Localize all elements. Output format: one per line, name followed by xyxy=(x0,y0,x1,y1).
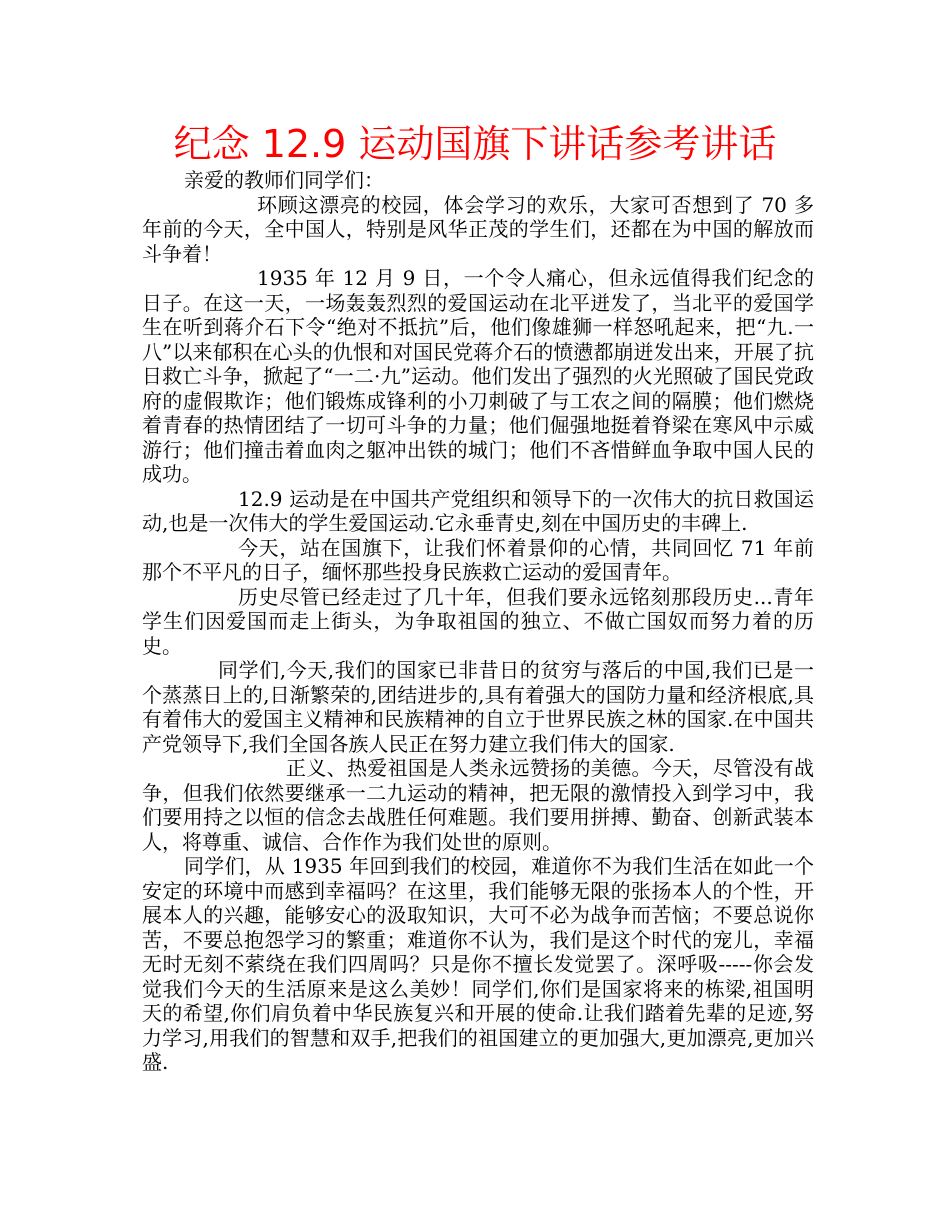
document-body xyxy=(142,168,814,1075)
paragraph-5: 历史尽管已经走过了几十年，但我们要永远铭刻那段历史...青年学生们因爱国而走上街头，为争取祖国的独立、不做亡国奴而努力着的历史。 xyxy=(142,584,814,658)
paragraph-2: 1935 年 12 月 9 日，一个令人痛心，但永远值得我们纪念的日子。在这一天，一场轰轰烈烈的爱国运动在北平迸发了，当北平的爱国学生在听到蒋介石下令“绝对不抵抗”后，他们像雄狮一样怒吼起来，把“九.一八”以来郁积在心头的仇恨和对国民党蒋介石的愤懑都崩迸发出来，开展了抗日救亡斗争，掀起了“一二·九”运动。他们发出了强烈的火光照破了国民党政府的虚假欺诈；他们锻炼成锋利的小刀刺破了与工农之间的隔膜；他们燃烧着青春的热情团结了一切可斗争的力量；他们倔强地挺着脊梁在寒风中示威游行；他们撞击着血肉之躯冲出铁的城门；他们不吝惜鲜血争取中国人民的成功。 xyxy=(142,266,814,486)
paragraph-1: 环顾这漂亮的校园，体会学习的欢乐，大家可否想到了 70 多年前的今天，全中国人，特别是风华正茂的学生们，还都在为中国的解放而斗争着！ xyxy=(142,192,814,266)
paragraph-6: 同学们,今天,我们的国家已非昔日的贫穷与落后的中国,我们已是一个蒸蒸日上的,日渐繁荣的,团结进步的,具有着强大的国防力量和经济根底,具有着伟大的爱国主义精神和民族精神的自立于世界民族之林的国家.在中国共产党领导下,我们全国各族人民正在努力建立我们伟大的国家. xyxy=(142,658,814,756)
document-title: 纪念 12.9 运动国旗下讲话参考讲话 xyxy=(173,122,777,166)
paragraph-3: 12.9 运动是在中国共产党组织和领导下的一次伟大的抗日救国运动,也是一次伟大的学生爱国运动.它永垂青史,刻在中国历史的丰碑上. xyxy=(142,486,814,535)
paragraph-4: 今天，站在国旗下，让我们怀着景仰的心情，共同回忆 71 年前那个不平凡的日子，缅怀那些投身民族救亡运动的爱国青年。 xyxy=(142,535,814,584)
greeting: 亲爱的教师们同学们： xyxy=(184,168,384,192)
paragraph-8: 同学们，从 1935 年回到我们的校园，难道你不为我们生活在如此一个安定的环境中而感到幸福吗？在这里，我们能够无限的张扬本人的个性，开展本人的兴趣，能够安心的汲取知识，大可不必为战争而苦恼；不要总说你苦，不要总抱怨学习的繁重；难道你不认为，我们是这个时代的宠儿，幸福无时无刻不萦绕在我们四周吗？只是你不擅长发觉罢了。深呼吸-----你会发觉我们今天的生活原来是这么美妙！同学们,你们是国家将来的栋梁,祖国明天的希望,你们肩负着中华民族复兴和开展的使命.让我们踏着先辈的足迹,努力学习,用我们的智慧和双手,把我们的祖国建立的更加强大,更加漂亮,更加兴盛. xyxy=(142,854,814,1074)
paragraph-7: 正义、热爱祖国是人类永远赞扬的美德。今天，尽管没有战争，但我们依然要继承一二九运动的精神，把无限的激情投入到学习中，我们要用持之以恒的信念去战胜任何难题。我们要用拼搏、勤奋、创新武装本人，将尊重、诚信、合作作为我们处世的原则。 xyxy=(142,756,814,854)
